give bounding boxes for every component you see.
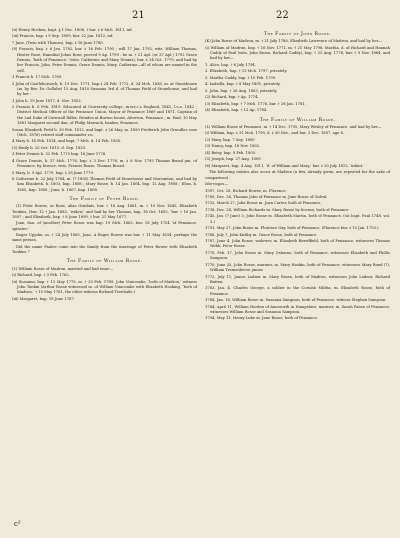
entry-paragraph: (4) Elizabeth, bap. † 12 Ap. 1784.	[205, 108, 268, 113]
entry-paragraph: 6 Catherine b. 22 July 1784, m. (? 1805) Thomas Field of Stonehouse and Morvanton, and had by him Elizabeth, b. 1803, bap. 1808 ; Mary Bosse, b. 14 Jan. 1804, bap. 12 Aug. 1808 ; Eliza, b. 1805, bap. 1808 ; June, b. 1807, bap. 1808.	[12, 177, 197, 192]
entry-paragraph: 1770, June 25, John Rosse, mariner, m. Mary Hoskin, both of Penzance, witnesses Mary Bond (?), William Tremenheere junior.	[205, 262, 390, 273]
john-rosse-entries	[205, 39, 390, 113]
entry-paragraph: (K) John Rosse of Madron, m. † 21 July 1788, Elizabeth Lawrence of Madron, and had by her—	[205, 39, 383, 44]
entry-paragraph: (4) Betsy, bap. 9 Feb. 1805.	[205, 150, 257, 155]
entry-paragraph: 1770, Feb. 17, John Rosse m. Mary Osborne, both of Penzance, witnesses Elizabeth and Phillis Sampson.	[205, 250, 390, 261]
entry-paragraph: (i) Richard, bap. † 3 Feb. 1762.	[12, 273, 70, 278]
entry-paragraph: (5) Emily b. 25 Oct. 1815, d. Sep. 1833.	[12, 145, 87, 150]
entry-paragraph: (i) William, bap. ‡ 31 Mch. 1799, d. ‡ 30 Nov., and bur. 3 Dec. 1807, age 8.	[205, 131, 345, 136]
entry-paragraph: 2 Francis b. 8 Feb. 1819. Educated at University college, m.w.r.c.s England, 1841, l.s.a. 1842 ; District Medical Officer of the Penzance Union, Mayor of Penzance 1869 and 1871, Captain of the 2nd Duke of Cornwall Rifles. Resides at Burton house, Alverton, Penzance ; m. Paul, 10 May 1861 Margaret second dau. of Philip Marrack, banker, Penzance.	[12, 105, 197, 126]
entry-paragraph: (1) William Rosse of Madron, married and had issue—	[12, 266, 114, 271]
heading-family-william-rosse-left: The Family of William Rosse.	[66, 259, 143, 265]
entry-paragraph: 1772, July 11, James Ladner m. Mary Rosse, both of Madron, witnesses John Ladner, Richard Batten.	[205, 274, 390, 284]
entry-paragraph: 4 Grace Dennis, b. 27 Mch. 1776, bap. ‡ 3 Dec. 1776, m. ‡ 6 Nov. 1793 Thomas Broad jun. of Penzance, by licence, wits. Francis Rosse, Thomas Broad.	[12, 158, 197, 169]
entry-paragraph: (i) William of Madron, bap. † 16 Nov. 1771, m. † 21 May 1796, Martha, d. of Richard and Hannah Caddy of Paul (wits. John Rosse, Richard Caddy), bap. † 23 Aug. 1776, bur. † 9 Nov. 1864, and had by her—	[205, 45, 390, 61]
entry-paragraph: 1597, Oct. 28, Richard Rowse, m. Florence.	[205, 188, 287, 193]
entry-paragraph: Roger Upjohn, m. † 24 July 1663, Joan. A Roger Rowse was bur. † 11 May 1634, perhaps the same person.	[12, 233, 197, 243]
entry-paragraph: Susan Elizabeth Field b. 20 Feb. 1812, and bapt. ‡ 26 May, m. 1850 Frederick John Grundler, now (Mch. 1876) retired staff commander r.n.	[12, 127, 197, 137]
entry-paragraph: 1 Francis b. 17 Mch. 1769.	[12, 75, 63, 80]
entry-paragraph: (iii) Margaret, bap. 18 June 1767.	[12, 296, 75, 301]
heading-family-john-rosse: The Family of John Rosse.	[263, 32, 332, 37]
entry-paragraph: 1783, Jan. 4, Charles George, a soldier in the Cornish Militia, m. Elizabeth Rosse, both of Penzance.	[205, 286, 390, 296]
entry-paragraph: 2 John of Castlehornock, b. 19 Dec. 1771, bap.‡ 24 Feb. 1772, d. 24 Mch. 1836, m. at Stonehouse (m. by Rev. Dr. Gullabe) 15 Aug. 1810 Susanna 3rd d. of Thomas Field of Stonehouse, and had by her :	[12, 81, 197, 97]
entry-paragraph: (ii) Henry Hocken, bapt. § 1 Dec. 1806, † bur. ‡ 6 Mch. 1811, inf.	[12, 28, 133, 32]
entry-paragraph: (3) Elizabeth, bap. † 7 Mch. 1776, bur. † 28 Jan. 1781.	[205, 101, 306, 106]
entry-paragraph: 1700, Dec. 26, Thomas John of Penzance m. Jane Rosse of Gulval.	[205, 194, 328, 199]
entry-paragraph: 5. John, bap. † 26 Aug. 1803, privately.	[205, 88, 278, 93]
entry-paragraph: 2. Elizabeth, bap. † 13 Mch. 1797, privately.	[205, 69, 288, 74]
entry-paragraph: (5) Joseph, bap. 27 Aug. 1809.	[205, 157, 262, 162]
entry-paragraph: 7 Jane, (Twin with Thomas), bap. ‡ 16 June 1780.	[12, 40, 104, 45]
entry-paragraph: 1768, July 7, John Kirkby m. Grace Rosse, both of Penzance.	[205, 232, 318, 237]
entry-paragraph: 1738, Dec. 24, William Richards m. Mary Rosse by license, both of Penzance.	[205, 207, 350, 212]
marriages-label: Marriages—	[205, 182, 229, 187]
entry-paragraph: 1784, Jan. 16, William Rosse m. Susanna Sampson, both of Penzance, witness Stephen Sampson.	[205, 298, 387, 303]
madron-note: The following entries also occur at Madron (a few, already given, are repeated for the sake of comparison) :	[205, 170, 390, 180]
william-rosse-entries-right	[205, 125, 390, 169]
left-top-entries	[12, 28, 197, 193]
entry-paragraph: (1) Peter Rowse, or Rose, alias Grmbals, bur. † 16 Aug. 1661, m. † 10 Nov. 1645, Elizabeth Tonkins, (bur. 12 † Jan. 1682, ‘widow,’ and had by her Thomas, bap. 18 Oct. 1692, ‘bur. † 16 Jan. 1697 ; and Elizabeth, bap. † 8 June 1699, † bur. 21 May 1677.	[12, 204, 197, 219]
two-column-body	[12, 28, 390, 323]
entry-paragraph: Joan, dau. of (another) Peter Rosse was bap. 19 Mch. 1662, bur. 18 July 1754 ‘of Penzance, spinster.’	[12, 221, 197, 231]
entry-paragraph: (6) Margaret, bap. 4 Aug. 1811, ‘d. of William and Mary,’ bur. ‡ 20 July 1812, ‘infant.’	[205, 163, 365, 168]
entry-paragraph: 1 John b. 19 June 1817, d. Nov. 1852.	[12, 98, 82, 103]
entry-paragraph: Did the name Paulee come into the family from the marriage of Peter Rowse with Elizabeth Tonkins ?	[12, 244, 197, 255]
entry-paragraph: (2) Richard, bap. † Ap. 1774.	[205, 95, 259, 100]
left-column	[12, 28, 197, 323]
page-number-right: 22	[276, 10, 289, 21]
marriage-entries	[205, 189, 390, 322]
entry-paragraph: 1745, Jan. (? June) 3, John Rosse m. Elizabeth Martin, both of Penzance, (sic bapt. Paul 1748, vol. 3.)	[205, 214, 390, 224]
entry-paragraph: (L) William Rosse of Penzance, m. † 14 Dec. 1795, Mary Wesley of Penzance, and had by her—	[205, 124, 382, 129]
right-column	[205, 28, 390, 323]
page-number-left: 21	[132, 10, 145, 21]
heading-family-william-rosse-right: The Family of William Rosse.	[259, 117, 336, 123]
entry-paragraph: 1732, March 27, John Rosse m. Joan Carter, both of Penzance.	[205, 201, 322, 206]
entry-paragraph: (3) Nancy, bap. 18 Nov. 1802.	[205, 144, 261, 149]
heading-family-peter-rosse: The Family of Peter Rosse.	[69, 196, 140, 202]
entry-paragraph: 1794, May 11, Henry Luke m. Jane Rosse, both of Penzance.	[205, 316, 318, 321]
william-rosse-entries-left	[12, 267, 197, 302]
entry-paragraph: 5 Mary, b. 9 Apl. 1779, bap. ‡ 28 June 1779.	[12, 170, 94, 175]
entry-paragraph: 1751, May 27, John Rosse m. Florence Gay, both of Penzance, (Florence bur. ‡ 15 Jan. 1793.)	[205, 226, 379, 231]
peter-rosse-entries	[12, 204, 197, 255]
entry-paragraph: (8) Francis, bap. ‡ 6 Jan. 1782, bur. ‡ 16 Feb. 1790 ; will 17 Jan. 1792, wits. William Thomas, Hester Rose, Hannibal Johns Rose, proved 9 Ap. 1799 : he m. † 21 Apl. (or 27 Apl.) 1792 Grace Dennis, ‘both of Penzance,’ (wits. Catherine and Mary Dennis), bur. ‡ 24 Oct. 1779, and had by her Francis, John, Peter Dennis, Grace Dennis, Mary, Catherine—all of whom are named in the will.	[12, 47, 197, 73]
entry-paragraph: 4 Mary b. 14 Feb. 1814, and bapt. 7 Mch. d. 14 Feb. 1850.	[12, 139, 122, 144]
entry-paragraph: (2) Mary, bap. 7 Sep. 1800	[205, 137, 255, 142]
entry-paragraph: (iii) Francis, bap. ‡ 9 Sep. 1809, bur. 22 Jan. 1812, inf.	[12, 34, 114, 39]
page-header	[12, 8, 390, 28]
entry-paragraph: 3. Martha Caddy, bap. † 10 Feb. 1799.	[205, 75, 277, 80]
entry-paragraph: 4. Isabella, bap. † 8 May 1801, privately.	[205, 82, 281, 87]
printer-signature: c²	[14, 520, 21, 528]
entry-paragraph: 1784, April 11, William Horden of Ainsworth in Hampshire, mariner, m. Sarah Rosse of Penzance, witnesses William Rosse and Susanna Sampson.	[205, 304, 390, 314]
entry-paragraph: 3 Peter Dennis b. 22 Feb. 1775 bap. 16 June 1776.	[12, 152, 107, 157]
entry-paragraph: (ii) Susanna, bap. † 13 May 1775, m. † 20 Feb. 1789, John Vinicombe, ‘both of Madron,’ witness John Tonkin (Arthur Rosse witnessed m. of William Vinicombe with Elizabeth Hosking, ‘both of Madron,’ † 10 May 1761, the other witness Richard Trenhaile.)	[12, 279, 197, 295]
entry-paragraph: 1787, June 4, John Rosse, widower, m. Elizabeth Berriffield, both of Penzance, witnesses Thomas Webb, Peter Rosse.	[205, 239, 390, 249]
entry-paragraph: 1. Alice, bap. † 6 July 1794.	[205, 62, 256, 67]
